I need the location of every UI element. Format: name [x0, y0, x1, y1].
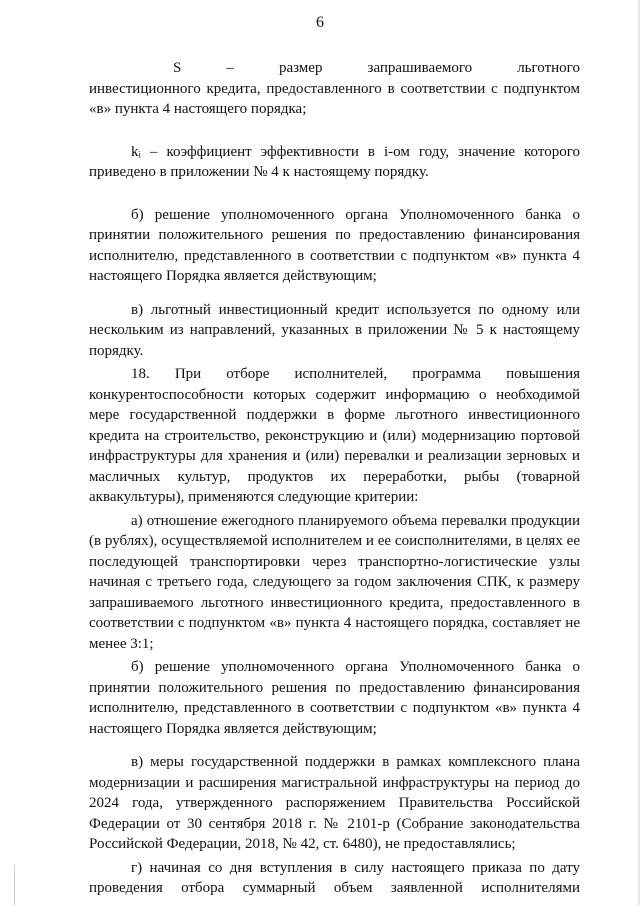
document-body	[89, 58, 580, 899]
definition-s-text: инвестиционного кредита, предоставленного в соответствии с подпунктом «в» пункта 4 настоящего порядка;	[89, 80, 580, 117]
definition-s-first-line	[89, 58, 580, 79]
criterion-a: а) отношение ежегодного планируемого объема перевалки продукции (в рублях), осуществляемой исполнителем и ее соисполнителями, в целях ее последующей транспортировки через транспортно-логистические узлы начиная с третьего года, следующего за годом заключения СПК, к размеру запрашиваемого льготного инвестиционного кредита, предоставленного в соответствии с подпунктом «в» пункта 4 настоящего порядка, составляет не менее 3:1;	[89, 512, 580, 652]
page-number: 6	[316, 14, 324, 31]
word-size: размер	[278, 60, 323, 76]
criterion-v: в) меры государственной поддержки в рамках комплексного плана модернизации и расширения магистральной инфраструктуры на период до 2024 года, утвержденного распоряжением Правительства Российской Федерации от 30 сентября 2018 г. № 2101-р (Собрание законодательства Российской Федерации, 2018, № 42, ст. 6480), не предоставлялись;	[89, 754, 580, 852]
symbol-s: S	[173, 60, 182, 76]
paragraph-b-first: б) решение уполномоченного органа Уполномоченного банка о принятии положительного решения по предоставлению финансирования исполнителю, представленного в соответствии с подпунктом «в» пункта 4 настоящего Порядка является действующим;	[89, 206, 580, 284]
definition-ki: kᵢ – коэффициент эффективности в i-ом году, значение которого приведено в приложении № 4 к настоящему порядку.	[89, 143, 580, 180]
word-requested: запрашиваемого	[367, 60, 473, 76]
paragraph-18: 18. При отборе исполнителей, программа повышения конкурентоспособности которых содержит информацию о необходимой мере государственной поддержки в форме льготного инвестиционного кредита на строительство, реконструкцию и (или) модернизацию портовой инфраструктуры для хранения и (или) перевалки и реализации зерновых и масличных культур, продуктов их переработки, рыбы (товарной аквакультуры), применяются следующие критерии:	[89, 366, 580, 505]
word-preferential: льготного	[517, 60, 580, 76]
paragraph-v-first: в) льготный инвестиционный кредит используется по одному или нескольким из направлений, указанных в приложении № 5 к настоящему порядку.	[89, 301, 580, 359]
criterion-b: б) решение уполномоченного органа Уполномоченного банка о принятии положительного решения по предоставлению финансирования исполнителю, представленного в соответствии с подпунктом «в» пункта 4 настоящего Порядка является действующим;	[89, 659, 580, 737]
scan-corner-mark	[0, 865, 15, 905]
dash: –	[226, 60, 234, 76]
criterion-g: г) начиная со дня вступления в силу настоящего приказа по дату проведения отбора суммарный объем заявленной исполнителями	[89, 859, 580, 896]
